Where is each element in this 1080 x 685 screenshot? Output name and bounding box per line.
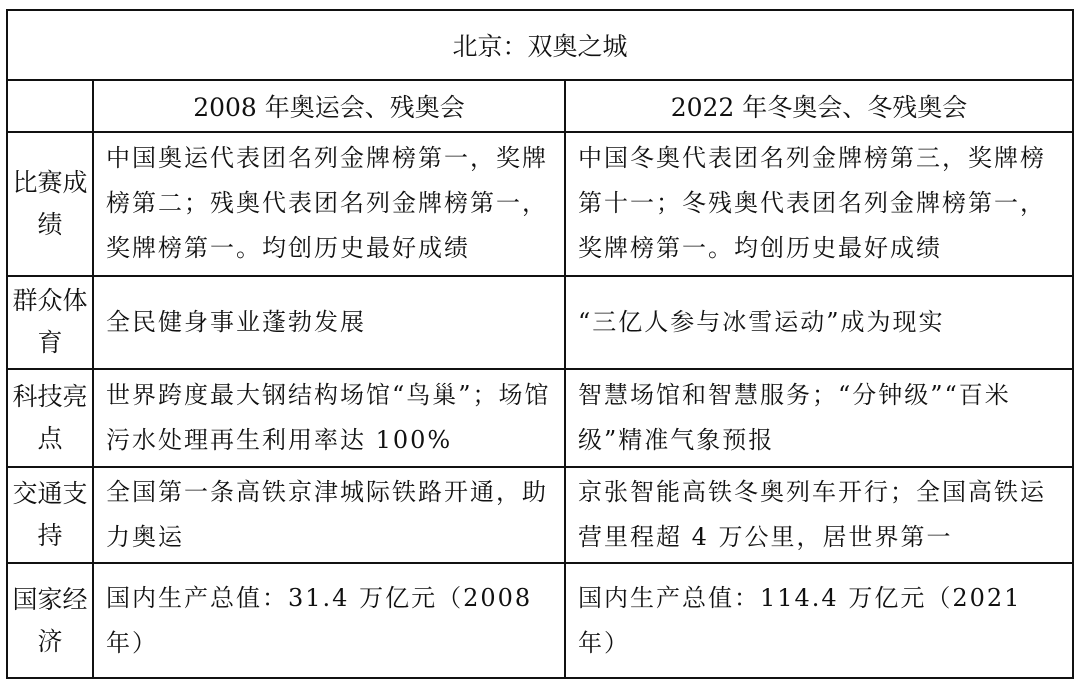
header-2022: 2022 年冬奥会、冬残奥会 bbox=[565, 80, 1073, 131]
cell-2008: 全民健身事业蓬勃发展 bbox=[93, 276, 565, 370]
row-label: 国家经济 bbox=[7, 563, 93, 678]
cell-2008: 中国奥运代表团名列金牌榜第一，奖牌榜第二；残奥代表团名列金牌榜第一，奖牌榜第一。均创历史最好成绩 bbox=[93, 132, 565, 276]
cell-2022: 中国冬奥代表团名列金牌榜第三，奖牌榜第十一；冬残奥代表团名列金牌榜第一，奖牌榜第一。均创历史最好成绩 bbox=[565, 132, 1073, 276]
table-row bbox=[7, 563, 1073, 678]
title-row bbox=[7, 10, 1073, 80]
table-row bbox=[7, 276, 1073, 370]
table-row bbox=[7, 132, 1073, 276]
table-row bbox=[7, 467, 1073, 564]
header-row bbox=[7, 80, 1073, 131]
header-2008: 2008 年奥运会、残奥会 bbox=[93, 80, 565, 131]
row-label: 科技亮点 bbox=[7, 369, 93, 467]
cell-2022: 京张智能高铁冬奥列车开行；全国高铁运营里程超 4 万公里，居世界第一 bbox=[565, 467, 1073, 564]
row-label: 比赛成绩 bbox=[7, 132, 93, 276]
header-corner bbox=[7, 80, 93, 131]
table-title: 北京：双奥之城 bbox=[7, 10, 1073, 80]
comparison-table bbox=[6, 9, 1074, 679]
table-row bbox=[7, 369, 1073, 467]
cell-2008: 世界跨度最大钢结构场馆“鸟巢”；场馆污水处理再生利用率达 100% bbox=[93, 369, 565, 467]
row-label: 交通支持 bbox=[7, 467, 93, 564]
cell-2022: 国内生产总值：114.4 万亿元（2021 年） bbox=[565, 563, 1073, 678]
cell-2022: “三亿人参与冰雪运动”成为现实 bbox=[565, 276, 1073, 370]
cell-2008: 国内生产总值：31.4 万亿元（2008 年） bbox=[93, 563, 565, 678]
cell-2008: 全国第一条高铁京津城际铁路开通，助力奥运 bbox=[93, 467, 565, 564]
cell-2022: 智慧场馆和智慧服务；“分钟级”“百米级”精准气象预报 bbox=[565, 369, 1073, 467]
row-label: 群众体育 bbox=[7, 276, 93, 370]
